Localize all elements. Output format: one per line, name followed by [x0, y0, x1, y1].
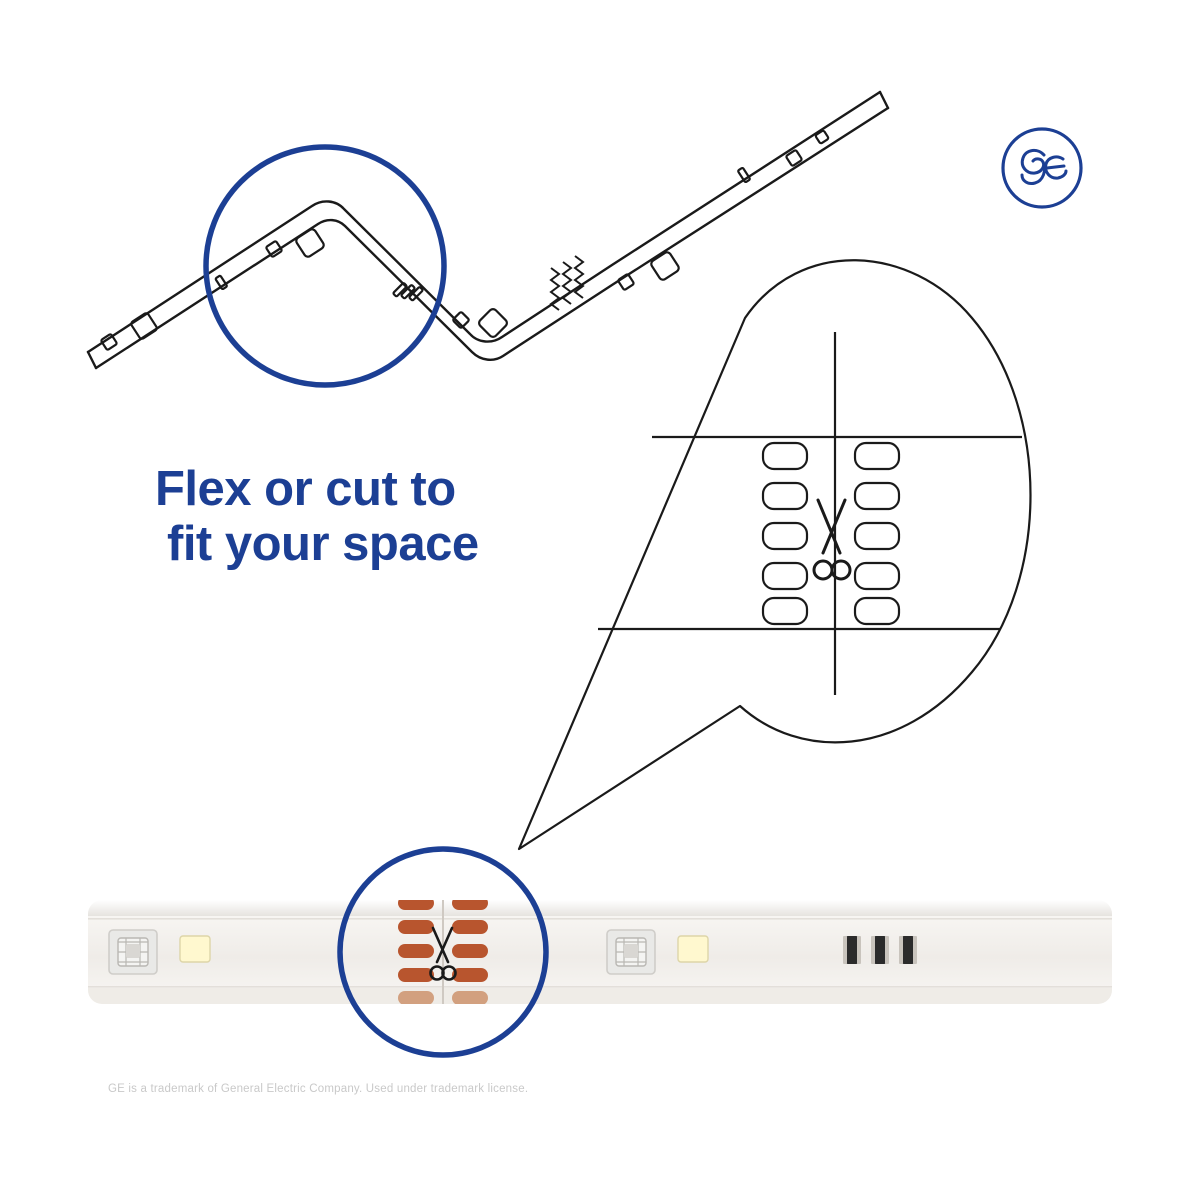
page-title [155, 462, 585, 572]
rgb-led-2 [607, 930, 655, 974]
ge-monogram-icon [1000, 126, 1084, 210]
headline-line-2: fit your space [167, 516, 479, 571]
rgb-led-1 [109, 930, 157, 974]
flex-point-circle [206, 147, 444, 385]
resistors [843, 936, 917, 964]
cut-zoom-teardrop [519, 260, 1031, 849]
white-led-1 [180, 936, 210, 962]
white-led-2 [678, 936, 708, 962]
ge-logo [1000, 126, 1084, 210]
trademark-footnote: GE is a trademark of General Electric Company. Used under trademark license. [108, 1083, 529, 1095]
led-strip-photo [88, 892, 1112, 1010]
headline-line-1: Flex or cut to [155, 462, 456, 516]
